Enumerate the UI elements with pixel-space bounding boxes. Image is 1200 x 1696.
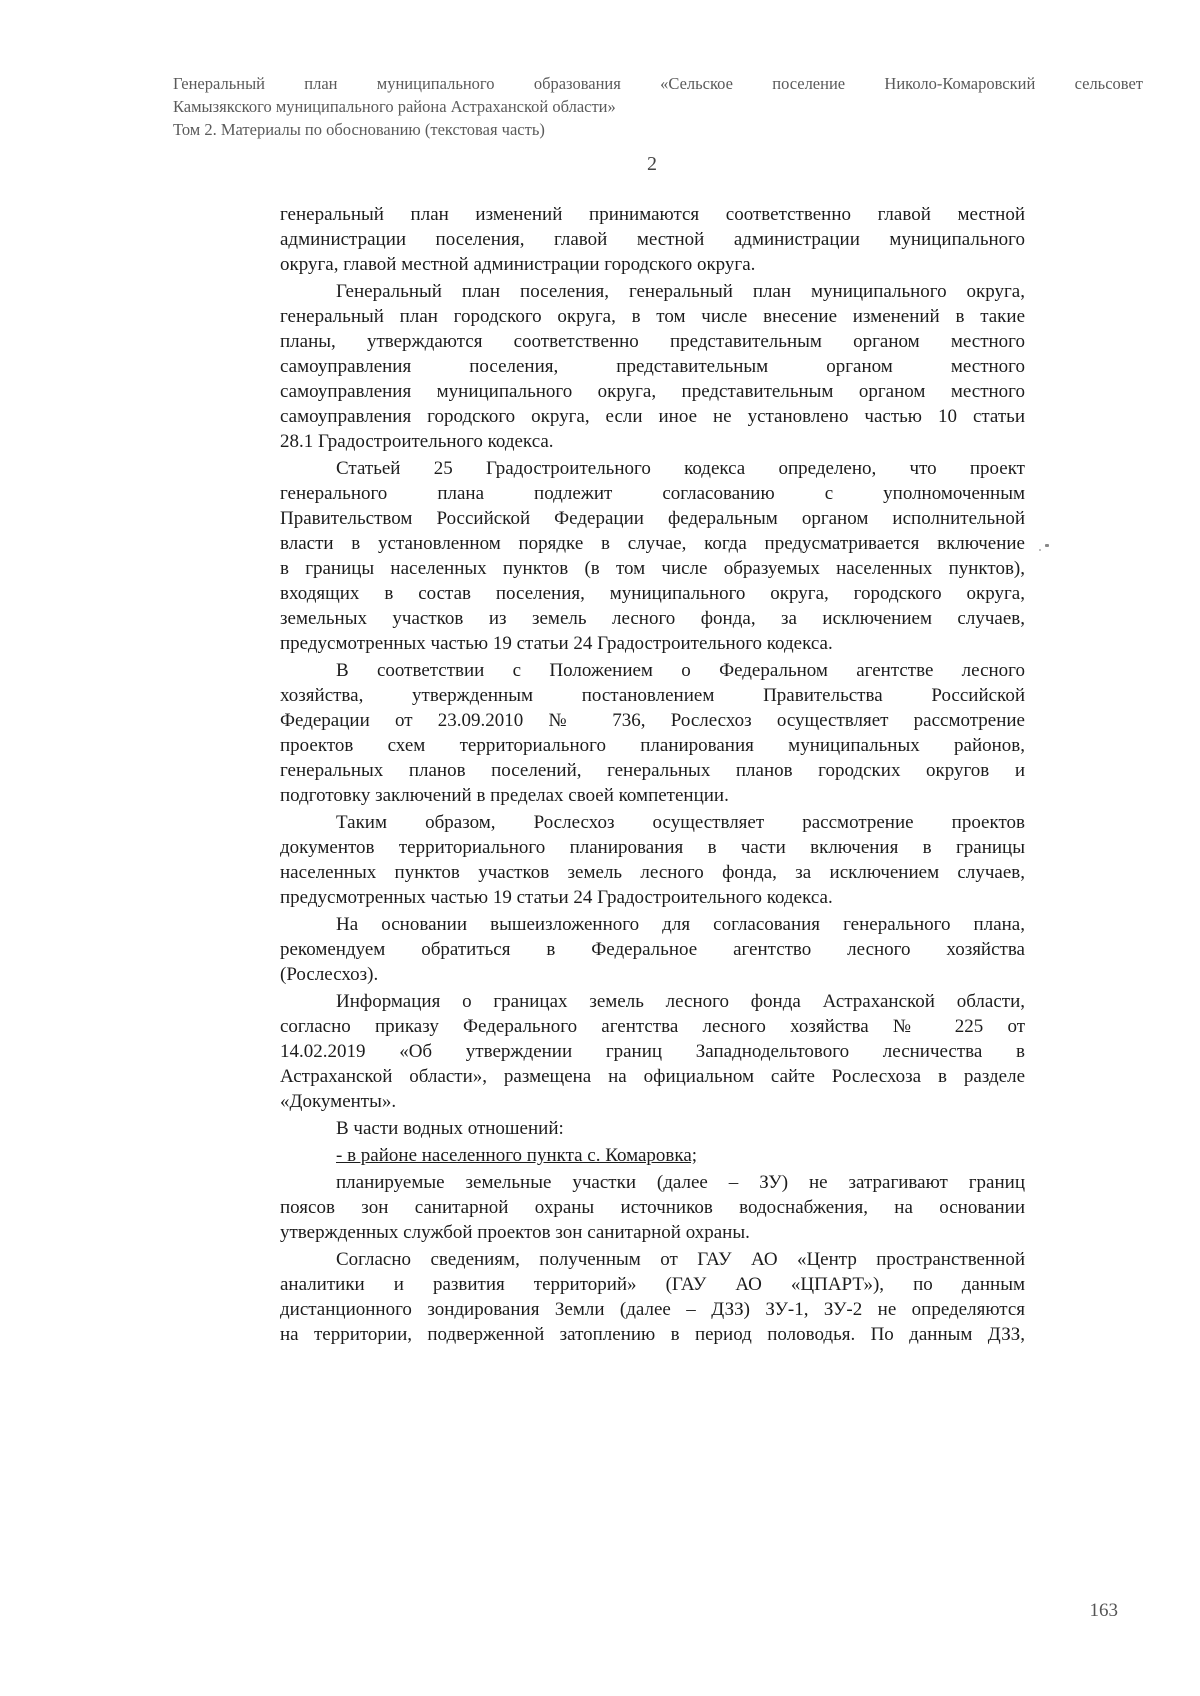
text-line: «Документы». <box>280 1091 397 1112</box>
paragraph <box>280 202 1025 277</box>
body-text <box>280 202 1025 1349</box>
text-line: подготовку заключений в пределах своей компетенции. <box>280 785 729 806</box>
text-line: Федерации от 23.09.2010 № 736, Рослесхоз осуществляет рассмотрение <box>280 710 1025 731</box>
text-line: хозяйства, утвержденным постановлением Правительства Российской <box>280 685 1025 706</box>
paragraph <box>280 912 1025 987</box>
text-line: утвержденных службой проектов зон санитарной охраны. <box>280 1222 750 1243</box>
text-line: документов территориального планирования в части включения в границы <box>280 837 1025 858</box>
text-line: самоуправления городского округа, если иное не установлено частью 10 статьи <box>280 406 1025 427</box>
text-line: планируемые земельные участки (далее – ЗУ) не затрагивают границ <box>336 1172 1025 1193</box>
text-line: самоуправления поселения, представительным органом местного <box>280 356 1025 377</box>
paragraph <box>280 658 1025 808</box>
paragraph <box>280 279 1025 454</box>
text-line: самоуправления муниципального округа, представительным органом местного <box>280 381 1025 402</box>
paragraph <box>280 1170 1025 1245</box>
document-header <box>173 72 1143 141</box>
text-line: аналитики и развития территорий» (ГАУ АО «ЦПАРТ»), по данным <box>280 1274 1025 1295</box>
text-line: 14.02.2019 «Об утверждении границ Западнодельтового лесничества в <box>280 1041 1025 1062</box>
text-line: округа, главой местной администрации городского округа. <box>280 254 756 275</box>
text-line: на территории, подверженной затоплению в период половодья. По данным ДЗЗ, <box>280 1324 1025 1345</box>
text-line: входящих в состав поселения, муниципального округа, городского округа, <box>280 583 1025 604</box>
text-line: Статьей 25 Градостроительного кодекса определено, что проект <box>336 458 1025 479</box>
text-line: На основании вышеизложенного для согласования генерального плана, <box>336 914 1025 935</box>
text-line: генеральный план изменений принимаются соответственно главой местной <box>280 204 1025 225</box>
text-line: Астраханской области», размещена на официальном сайте Рослесхоза в разделе <box>280 1066 1025 1087</box>
text-line: предусмотренных частью 19 статьи 24 Градостроительного кодекса. <box>280 887 833 908</box>
header-line-1: Генеральный план муниципального образования «Сельское поселение Николо-Комаровский сельсовет <box>173 74 1143 93</box>
scan-page-number: 2 <box>647 153 657 175</box>
text-line: генеральных планов поселений, генеральных планов городских округов и <box>280 760 1025 781</box>
document-page-number: 163 <box>1089 1600 1118 1621</box>
paragraph <box>280 456 1025 656</box>
text-line: - в районе населенного пункта с. Комаровка; <box>336 1145 698 1166</box>
text-line: Таким образом, Рослесхоз осуществляет рассмотрение проектов <box>336 812 1025 833</box>
text-line: согласно приказу Федерального агентства лесного хозяйства № 225 от <box>280 1016 1025 1037</box>
text-line: предусмотренных частью 19 статьи 24 Градостроительного кодекса. <box>280 633 833 654</box>
paragraph <box>280 1143 1025 1168</box>
header-line-2: Камызякского муниципального района Астраханской области» <box>173 97 616 116</box>
text-line: Информация о границах земель лесного фонда Астраханской области, <box>336 991 1025 1012</box>
paragraph <box>280 989 1025 1114</box>
scan-speck <box>1039 549 1041 551</box>
text-line: дистанционного зондирования Земли (далее – ДЗЗ) ЗУ-1, ЗУ-2 не определяются <box>280 1299 1025 1320</box>
text-line: поясов зон санитарной охраны источников водоснабжения, на основании <box>280 1197 1025 1218</box>
text-line: В части водных отношений: <box>336 1118 564 1139</box>
text-line: проектов схем территориального планирования муниципальных районов, <box>280 735 1025 756</box>
text-line: планы, утверждаются соответственно представительным органом местного <box>280 331 1025 352</box>
scan-speck <box>1045 544 1049 547</box>
text-line: генерального плана подлежит согласованию с уполномоченным <box>280 483 1025 504</box>
header-line-3: Том 2. Материалы по обоснованию (текстовая часть) <box>173 120 545 139</box>
text-line: Правительством Российской Федерации федеральным органом исполнительной <box>280 508 1025 529</box>
text-line: администрации поселения, главой местной администрации муниципального <box>280 229 1025 250</box>
text-line: В соответствии с Положением о Федеральном агентстве лесного <box>336 660 1025 681</box>
text-line: Согласно сведениям, полученным от ГАУ АО «Центр пространственной <box>336 1249 1025 1270</box>
paragraph <box>280 1116 1025 1141</box>
text-line: генеральный план городского округа, в том числе внесение изменений в такие <box>280 306 1025 327</box>
text-line: в границы населенных пунктов (в том числе образуемых населенных пунктов), <box>280 558 1025 579</box>
text-line: Генеральный план поселения, генеральный план муниципального округа, <box>336 281 1025 302</box>
text-line: земельных участков из земель лесного фонда, за исключением случаев, <box>280 608 1025 629</box>
text-line: 28.1 Градостроительного кодекса. <box>280 431 554 452</box>
text-line: (Рослесхоз). <box>280 964 379 985</box>
text-line: населенных пунктов участков земель лесного фонда, за исключением случаев, <box>280 862 1025 883</box>
paragraph <box>280 1247 1025 1347</box>
paragraph <box>280 810 1025 910</box>
text-line: рекомендуем обратиться в Федеральное агентство лесного хозяйства <box>280 939 1025 960</box>
text-line: власти в установленном порядке в случае, когда предусматривается включение <box>280 533 1025 554</box>
